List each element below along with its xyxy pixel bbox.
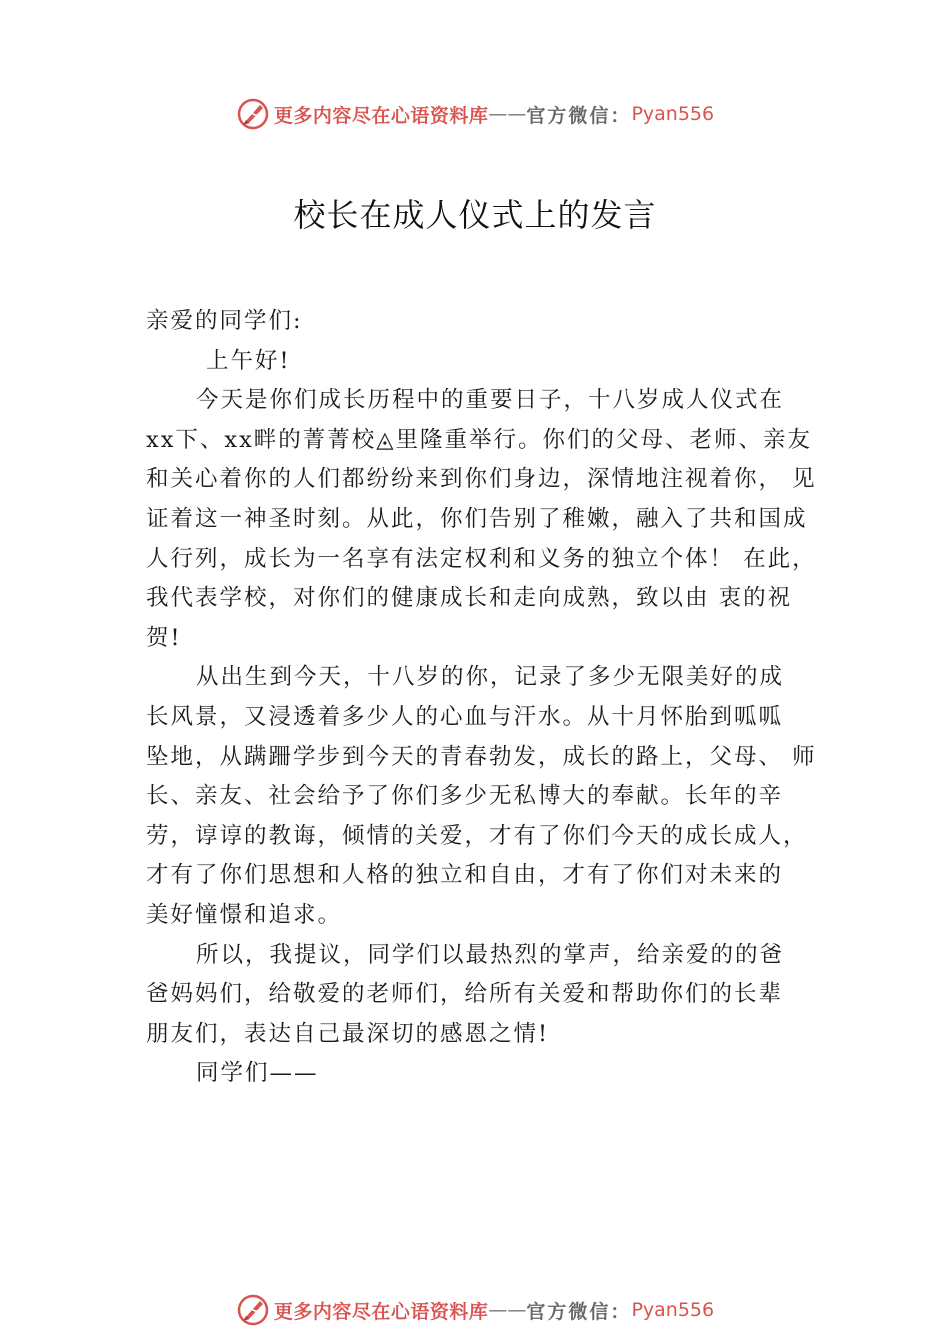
page-title: 校长在成人仪式上的发言 <box>293 196 657 234</box>
header-banner <box>0 94 950 134</box>
banner-wechat-label: 官方微信： <box>526 1300 632 1323</box>
quill-pen-logo-icon <box>236 97 270 131</box>
banner-main-text: 更多内容尽在心语资料库 <box>273 1300 489 1323</box>
salutation: 亲爱的同学们: <box>146 308 303 334</box>
greeting: 上午好! <box>206 347 291 374</box>
banner-wechat-id: Pyan556 <box>631 103 715 125</box>
quill-pen-logo-icon <box>236 1293 270 1327</box>
banner-wechat-id: Pyan556 <box>631 1299 715 1321</box>
banner-main-text: 更多内容尽在心语资料库 <box>273 104 489 127</box>
paragraph-4: 同学们—— <box>196 1060 319 1087</box>
banner-dash: —— <box>488 1299 527 1321</box>
paragraph-3: 所以，我提议，同学们以最热烈的掌声，给亲爱的的爸 爸妈妈们，给敬爱的老师们，给所有关爱和帮助你们的长辈 朋友们，表达自己最深切的感恩之情! <box>146 941 785 1047</box>
paragraph-2: 从出生到今天，十八岁的你，记录了多少无限美好的成 长风景，又浸透着多少人的心血与汗水。从十月怀胎到呱呱 坠地，从蹒跚学步到今天的青春勃发，成长的路上，父母、 师 长、亲友、社会给予了你们多少无私博大的奉献。长年的辛 劳，谆谆的教诲，倾情的关爱，才有了你们今天的成长成人， 才有了你们思想和人格的独立和自由，才有了你们对未来的 美好憧憬和追求。 <box>146 664 817 928</box>
banner-wechat-label: 官方微信： <box>526 104 632 127</box>
paragraph-1: 今天是你们成长历程中的重要日子，十八岁成人仪式在 xx下、xx畔的菁菁校◬里隆重举行。你们的父母、老师、亲友 和关心着你的人们都纷纷来到你们身边，深情地注视着你， 见 证着这一神圣时刻。从此，你们告别了稚嫩，融入了共和国成 人行列，成长为一名享有法定权利和义务的独立个体！ 在此， 我代表学校，对你们的健康成长和走向成熟，致以由 衷的祝 贺! <box>146 387 817 651</box>
document-body <box>146 302 846 1094</box>
footer-banner <box>0 1290 950 1330</box>
banner-dash: —— <box>488 103 527 125</box>
